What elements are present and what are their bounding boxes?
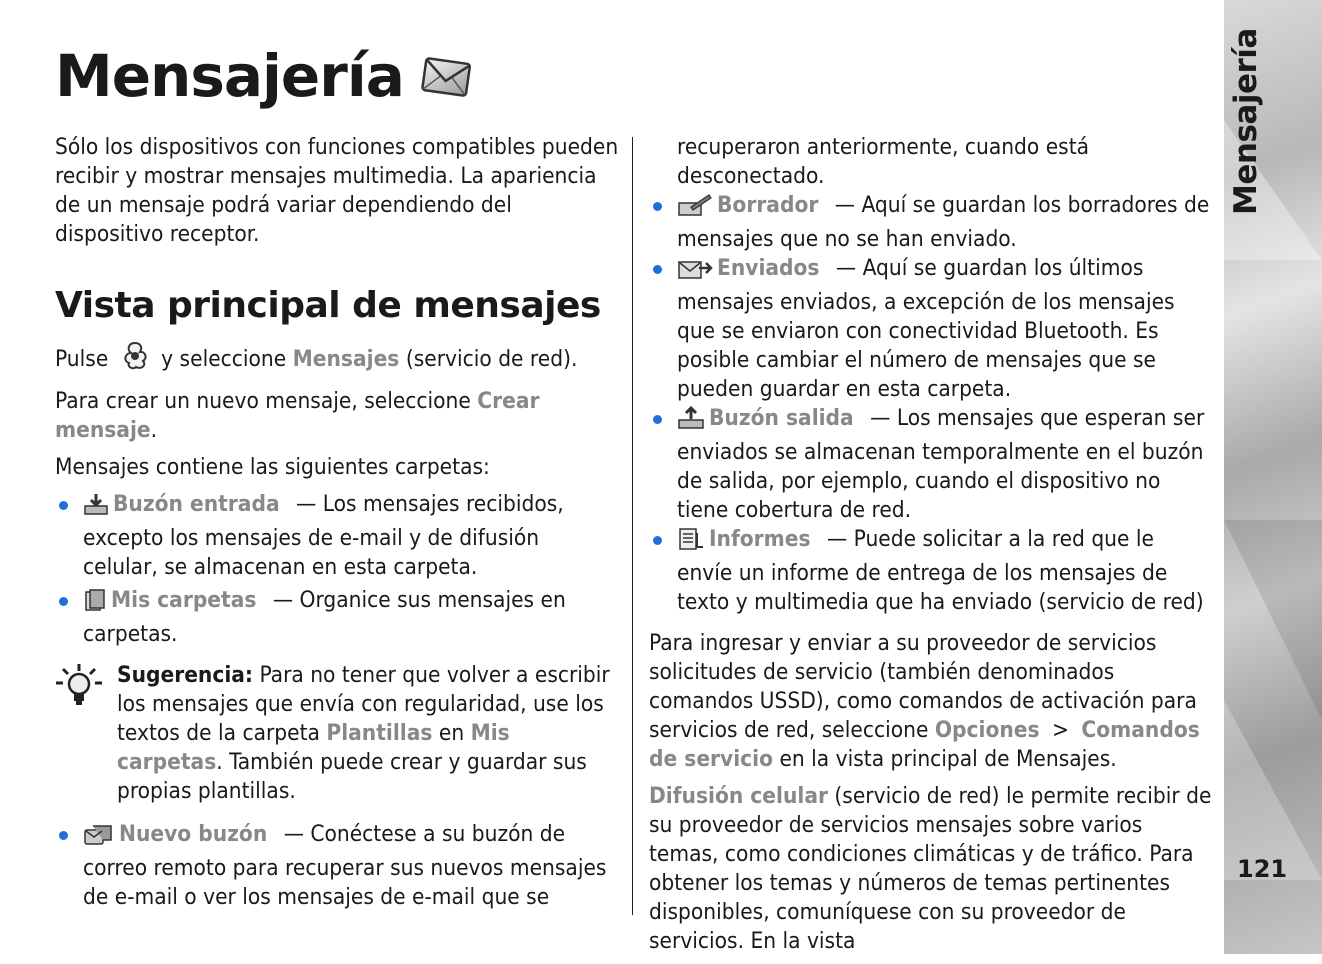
tip-text: Para no tener que volver a escribir los mensajes que envía con regularidad, use los textos de la carpeta [117,662,610,746]
folder-desc: — Conéctese a su buzón de correo remoto para recuperar sus nuevos mensajes de e-mail o ver los mensajes de e-mail que se [83,821,607,910]
pulse-text-after: (servicio de red). [405,346,578,372]
intro-paragraph: Sólo los dispositivos con funciones compatibles pueden recibir y mostrar mensajes multimedia. La apariencia de un mensaje podrá variar dependiendo del dispositivo receptor. [55,134,619,247]
inbox-icon [83,492,109,524]
folder-desc: — Aquí se guardan los últimos mensajes enviados, a excepción de los mensajes que se enviaron con conectividad Bluetooth. Es posible cambiar el número de mensajes que se pueden guardar en esta carpeta. [677,255,1175,402]
folder-list-right [649,191,1214,617]
broadcast-paragraph [649,782,1214,956]
tip-text-2: en [438,720,465,746]
menu-key-icon [121,341,149,379]
drafts-icon [677,193,713,225]
ussd-text: Para ingresar y enviar a su proveedor de servicios solicitudes de servicio (también denominados comandos USSD), como comandos de activación para servicios de red, seleccione [649,630,1197,743]
folder-label-inbox[interactable]: Buzón entrada [113,491,280,517]
side-tab-label: Mensajería [1228,28,1264,215]
plantillas-link[interactable]: Plantillas [326,720,433,746]
folder-desc: — Organice sus mensajes en carpetas. [83,587,566,647]
folder-label-sent[interactable]: Enviados [717,255,820,281]
list-item [649,254,1214,404]
side-decoration [1224,700,1322,880]
list-item [55,490,620,582]
broadcast-text: (servicio de red) le permite recibir de su proveedor de servicios mensajes sobre varios temas, como condiciones climáticas y de tráfico. Para obtener los temas y números de temas pertinentes disponibles, comuníquese con su proveedor de servicios. En la vista [649,783,1212,954]
outbox-icon [677,406,705,438]
folder-desc: — Aquí se guardan los borradores de mensajes que no se han enviado. [677,192,1210,252]
create-text: Para crear un nuevo mensaje, seleccione [55,388,471,414]
folder-label-outbox[interactable]: Buzón salida [709,405,854,431]
lightbulb-icon [55,663,103,717]
my-folders-icon [83,588,107,620]
reports-icon [677,527,705,559]
side-decoration [1224,520,1322,720]
mis-carpetas-link[interactable]: Mis carpetas [117,720,510,775]
crear-mensaje-link[interactable]: Crear mensaje [55,388,540,443]
ussd-separator: > [1052,717,1069,743]
section-heading: Vista principal de mensajes [55,285,601,326]
create-paragraph [55,387,620,445]
list-item [649,191,1214,254]
envelope-icon [420,46,472,116]
list-item [649,525,1214,617]
list-item [55,820,620,912]
folder-desc: — Puede solicitar a la red que le envíe un informe de entrega de los mensajes de texto y multimedia que ha enviado (servicio de red) [677,526,1204,615]
page-title [55,36,472,116]
folder-label-new-mailbox[interactable]: Nuevo buzón [119,821,268,847]
folder-list [55,490,620,649]
continuation-text: recuperaron anteriormente, cuando está desconectado. [677,134,1090,189]
comandos-servicio-link[interactable]: Comandos de servicio [649,717,1200,772]
create-text-after: . [150,417,158,443]
right-column [649,133,1214,964]
mailbox-list [55,820,620,912]
ussd-text-2: en la vista principal de Mensajes. [779,746,1117,772]
tip-box [55,661,620,806]
difusion-celular-link[interactable]: Difusión celular [649,783,828,809]
ussd-paragraph [649,629,1214,774]
page-number: 121 [1237,855,1288,883]
mensajes-link[interactable]: Mensajes [292,346,400,372]
opciones-link[interactable]: Opciones [934,717,1040,743]
list-item [649,404,1214,525]
tip-text-3: . También puede crear y guardar sus propias plantillas. [117,749,587,804]
pulse-paragraph [55,341,620,379]
folder-desc: — Los mensajes que esperan ser enviados se almacenan temporalmente en el buzón de salida, por ejemplo, cuando el dispositivo no tiene cobertura de red. [677,405,1205,523]
folder-desc: — Los mensajes recibidos, excepto los mensajes de e-mail y de difusión celular, se almacenan en esta carpeta. [83,491,564,580]
mailbox-icon [83,822,115,854]
column-divider [632,137,633,915]
folder-label-reports[interactable]: Informes [709,526,811,552]
folders-intro: Mensajes contiene las siguientes carpetas: [55,454,490,480]
pulse-text: Pulse [55,346,109,372]
pulse-text-mid: y seleccione [161,346,287,372]
tip-label: Sugerencia: [117,662,254,688]
folder-label-my-folders[interactable]: Mis carpetas [111,587,257,613]
sent-icon [677,256,713,288]
left-column [55,133,620,920]
folder-label-drafts[interactable]: Borrador [717,192,819,218]
page-title-text: Mensajería [55,42,404,110]
list-item [55,586,620,649]
